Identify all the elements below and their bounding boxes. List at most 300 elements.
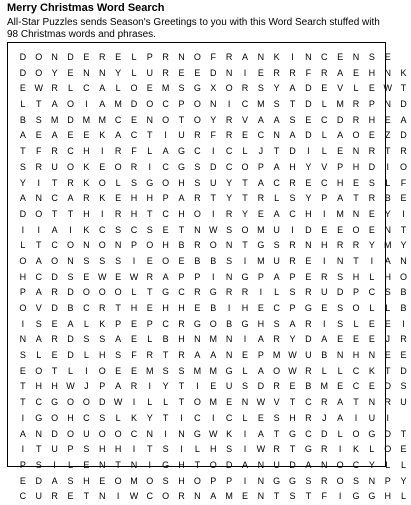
grid-letter: N	[83, 67, 90, 78]
grid-letter: C	[273, 177, 280, 188]
grid-letter: E	[51, 318, 58, 329]
grid-letter: O	[193, 114, 201, 125]
grid-letter: S	[146, 224, 153, 235]
grid-letter: L	[242, 146, 248, 157]
grid-letter: G	[273, 475, 281, 486]
grid-letter: P	[289, 303, 296, 313]
grid-letter: R	[114, 208, 122, 219]
grid-letter: W	[129, 271, 139, 282]
grid-letter: R	[400, 334, 407, 345]
grid-letter: E	[67, 130, 74, 141]
grid-letter: T	[147, 208, 153, 219]
grid-letter: T	[36, 240, 42, 251]
grid-letter: O	[67, 240, 75, 251]
grid-letter: I	[291, 52, 294, 62]
grid-letter: E	[400, 444, 407, 455]
grid-letter: H	[352, 271, 360, 282]
grid-letter: C	[35, 271, 43, 282]
grid-letter: P	[67, 444, 74, 455]
grid-letter: I	[132, 397, 136, 408]
grid-letter: A	[51, 130, 58, 141]
grid-letter: L	[115, 412, 121, 423]
grid-letter: A	[210, 491, 217, 502]
grid-letter: Y	[368, 459, 375, 470]
grid-letter: T	[162, 350, 169, 361]
grid-letter: A	[337, 67, 344, 78]
grid-letter: B	[67, 303, 74, 313]
grid-letter: O	[67, 428, 75, 439]
grid-letter: C	[305, 428, 312, 439]
grid-letter: Z	[384, 130, 391, 141]
grid-letter: Y	[241, 208, 248, 219]
grid-letter: K	[83, 161, 90, 172]
grid-letter: D	[67, 350, 74, 361]
grid-letter: C	[146, 491, 154, 502]
grid-letter: L	[337, 365, 343, 376]
grid-letter: E	[146, 303, 153, 313]
grid-letter: R	[241, 287, 249, 298]
grid-letter: O	[67, 99, 75, 110]
grid-letter: R	[130, 161, 138, 172]
grid-letter: F	[210, 130, 216, 141]
grid-letter: R	[273, 334, 280, 345]
grid-letter: T	[305, 491, 312, 502]
grid-letter: A	[257, 365, 264, 376]
grid-letter: T	[400, 83, 407, 94]
grid-letter: I	[164, 428, 167, 439]
grid-letter: T	[20, 397, 26, 408]
grid-letter: R	[321, 397, 328, 408]
grid-letter: M	[320, 381, 328, 392]
grid-letter: S	[337, 318, 344, 329]
grid-letter: T	[147, 130, 153, 141]
grid-letter: S	[99, 334, 106, 345]
grid-letter: U	[225, 381, 233, 392]
grid-letter: C	[194, 412, 201, 423]
grid-letter: C	[273, 303, 280, 313]
grid-letter: A	[273, 161, 280, 172]
grid-letter: U	[368, 412, 376, 423]
grid-letter: R	[321, 444, 328, 455]
grid-letter: R	[241, 83, 249, 94]
grid-letter: P	[289, 271, 296, 282]
grid-letter: U	[178, 130, 185, 141]
grid-letter: S	[162, 444, 169, 455]
grid-letter: S	[289, 491, 296, 502]
grid-row	[15, 223, 407, 239]
grid-letter: P	[352, 287, 359, 298]
grid-letter: J	[385, 334, 390, 345]
grid-letter: A	[384, 255, 391, 266]
grid-letter: E	[19, 365, 26, 376]
grid-letter: I	[164, 130, 167, 141]
grid-letter: A	[19, 428, 26, 439]
grid-letter: I	[386, 161, 389, 172]
grid-letter: A	[35, 334, 42, 345]
grid-letter: E	[83, 130, 90, 141]
grid-letter: U	[273, 224, 280, 235]
grid-letter: M	[209, 397, 217, 408]
grid-letter: U	[209, 177, 217, 188]
grid-letter: D	[19, 208, 27, 219]
grid-row	[15, 411, 389, 427]
grid-letter: M	[209, 334, 217, 345]
grid-letter: A	[337, 193, 344, 204]
grid-letter: D	[368, 161, 376, 172]
grid-letter: R	[305, 365, 312, 376]
grid-row	[15, 427, 407, 443]
grid-letter: I	[243, 255, 247, 266]
grid-letter: E	[321, 303, 328, 313]
grid-letter: R	[289, 255, 296, 266]
grid-letter: A	[289, 83, 296, 94]
grid-letter: N	[384, 99, 391, 110]
grid-letter: R	[336, 240, 344, 251]
grid-letter: E	[337, 334, 344, 345]
grid-letter: T	[115, 459, 121, 470]
grid-letter: O	[273, 365, 281, 376]
grid-letter: C	[114, 114, 122, 125]
grid-letter: E	[115, 365, 122, 376]
grid-letter: P	[19, 287, 26, 298]
grid-letter: G	[289, 475, 297, 486]
grid-letter: F	[131, 146, 137, 157]
grid-letter: T	[178, 224, 185, 235]
grid-letter: N	[241, 397, 249, 408]
grid-letter: W	[383, 83, 392, 94]
grid-letter: O	[35, 365, 43, 376]
grid-letter: L	[115, 83, 121, 94]
grid-row	[15, 458, 407, 474]
grid-row	[15, 301, 407, 317]
grid-letter: I	[21, 412, 25, 423]
grid-letter: B	[321, 350, 328, 361]
grid-letter: T	[242, 193, 248, 204]
grid-letter: E	[368, 334, 375, 345]
grid-letter: L	[385, 303, 391, 313]
grid-letter: O	[98, 240, 106, 251]
grid-letter: N	[305, 240, 312, 251]
grid-letter: C	[162, 161, 169, 172]
grid-letter: A	[35, 287, 42, 298]
grid-letter: R	[289, 240, 296, 251]
grid-letter: J	[84, 381, 89, 392]
grid-letter: L	[83, 350, 89, 361]
grid-letter: O	[19, 303, 27, 313]
grid-letter: E	[162, 224, 169, 235]
grid-letter: Y	[226, 193, 233, 204]
grid-letter: S	[99, 255, 106, 266]
grid-letter: G	[241, 318, 249, 329]
grid-letter: C	[83, 412, 90, 423]
grid-letter: B	[400, 303, 407, 313]
grid-letter: U	[83, 428, 90, 439]
grid-letter: O	[162, 177, 170, 188]
grid-letter: A	[115, 381, 122, 392]
grid-letter: T	[51, 177, 58, 188]
grid-letter: S	[289, 193, 296, 204]
grid-letter: N	[209, 99, 217, 110]
grid-letter: E	[178, 67, 185, 78]
grid-letter: N	[257, 475, 265, 486]
grid-letter: I	[21, 224, 25, 235]
grid-letter: T	[147, 287, 153, 298]
grid-letter: Y	[400, 475, 407, 486]
grid-letter: N	[19, 334, 27, 345]
grid-letter: H	[321, 240, 328, 251]
grid-letter: D	[19, 67, 27, 78]
grid-letter: C	[368, 287, 376, 298]
grid-letter: T	[36, 444, 42, 455]
grid-letter: L	[385, 459, 391, 470]
grid-letter: S	[19, 350, 26, 361]
grid-letter: D	[130, 99, 138, 110]
grid-letter: H	[98, 350, 106, 361]
grid-letter: R	[257, 193, 265, 204]
grid-letter: R	[368, 193, 376, 204]
grid-letter: A	[194, 350, 201, 361]
grid-letter: I	[100, 208, 104, 219]
grid-letter: K	[83, 224, 90, 235]
grid-letter: B	[226, 318, 233, 329]
grid-letter: T	[36, 99, 42, 110]
grid-letter: H	[162, 240, 169, 251]
grid-letter: Y	[115, 67, 122, 78]
grid-letter: A	[321, 334, 328, 345]
grid-letter: H	[114, 444, 122, 455]
grid-letter: G	[289, 428, 297, 439]
grid-letter: S	[99, 412, 106, 423]
grid-letter: M	[257, 224, 265, 235]
grid-letter: N	[400, 255, 407, 266]
grid-letter: C	[352, 365, 360, 376]
grid-letter: O	[82, 397, 90, 408]
grid-row	[15, 144, 407, 160]
grid-letter: P	[257, 161, 264, 172]
grid-letter: F	[210, 52, 216, 62]
grid-letter: V	[321, 161, 328, 172]
grid-letter: I	[211, 271, 215, 282]
grid-letter: C	[19, 491, 27, 502]
grid-letter: O	[98, 177, 106, 188]
grid-letter: T	[273, 491, 280, 502]
grid-letter: I	[338, 491, 342, 502]
grid-letter: W	[208, 224, 218, 235]
grid-letter: S	[83, 334, 90, 345]
grid-letter: I	[227, 303, 231, 313]
grid-letter: E	[130, 114, 137, 125]
grid-letter: S	[289, 287, 296, 298]
grid-letter: D	[19, 52, 27, 62]
grid-letter: N	[368, 397, 376, 408]
grid-letter: N	[35, 428, 43, 439]
grid-letter: C	[321, 52, 328, 62]
grid-letter: O	[51, 412, 59, 423]
grid-letter: R	[98, 52, 106, 62]
grid-letter: B	[210, 255, 217, 266]
grid-letter: N	[273, 130, 280, 141]
grid-letter: N	[225, 271, 233, 282]
grid-row	[15, 66, 407, 82]
grid-letter: N	[352, 146, 360, 157]
grid-letter: T	[273, 146, 280, 157]
grid-letter: T	[400, 428, 407, 439]
grid-letter: I	[37, 177, 41, 188]
grid-letter: R	[194, 287, 201, 298]
grid-letter: L	[20, 99, 26, 110]
grid-letter: A	[99, 83, 106, 94]
grid-letter: E	[67, 67, 74, 78]
grid-letter: C	[51, 193, 58, 204]
grid-letter: N	[321, 459, 328, 470]
grid-letter: O	[114, 428, 122, 439]
grid-letter: B	[210, 303, 217, 313]
grid-letter: T	[162, 412, 169, 423]
grid-letter: G	[225, 365, 233, 376]
grid-letter: E	[194, 67, 201, 78]
grid-letter: S	[257, 83, 264, 94]
grid-letter: S	[67, 475, 74, 486]
grid-letter: W	[129, 491, 139, 502]
grid-letter: D	[321, 428, 328, 439]
grid-letter: T	[289, 397, 296, 408]
grid-letter: M	[257, 99, 265, 110]
grid-letter: R	[83, 193, 90, 204]
grid-letter: N	[35, 193, 43, 204]
grid-letter: D	[51, 271, 58, 282]
grid-letter: S	[384, 287, 391, 298]
grid-letter: R	[225, 52, 233, 62]
grid-letter: L	[68, 459, 74, 470]
grid-letter: L	[321, 99, 327, 110]
grid-letter: T	[194, 459, 201, 470]
grid-letter: H	[241, 303, 249, 313]
grid-letter: S	[337, 271, 344, 282]
grid-letter: I	[211, 412, 215, 423]
grid-letter: I	[354, 412, 358, 423]
grid-letter: H	[368, 67, 376, 78]
grid-letter: A	[51, 475, 58, 486]
grid-letter: E	[83, 459, 90, 470]
grid-letter: T	[289, 444, 296, 455]
grid-letter: I	[196, 381, 199, 392]
grid-letter: U	[400, 397, 407, 408]
grid-letter: D	[98, 397, 106, 408]
grid-letter: S	[400, 381, 407, 392]
grid-letter: T	[289, 99, 296, 110]
grid-letter: A	[257, 177, 264, 188]
grid-letter: N	[352, 52, 360, 62]
grid-letter: C	[130, 130, 138, 141]
grid-letter: H	[130, 208, 138, 219]
grid-letter: R	[162, 67, 169, 78]
grid-letter: L	[68, 83, 74, 94]
grid-row	[15, 285, 407, 301]
grid-letter: F	[321, 491, 327, 502]
grid-letter: N	[257, 491, 265, 502]
grid-letter: G	[304, 303, 312, 313]
grid-letter: N	[305, 52, 312, 62]
grid-letter: E	[19, 83, 26, 94]
grid-letter: H	[178, 177, 185, 188]
grid-letter: R	[384, 397, 391, 408]
grid-letter: D	[400, 130, 407, 141]
grid-letter: E	[368, 318, 375, 329]
grid-letter: C	[321, 114, 328, 125]
grid-letter: R	[51, 146, 58, 157]
grid-letter: L	[401, 491, 407, 502]
grid-letter: P	[226, 475, 233, 486]
grid-letter: N	[368, 475, 376, 486]
grid-letter: S	[194, 177, 201, 188]
grid-letter: S	[241, 381, 248, 392]
grid-letter: E	[210, 381, 217, 392]
grid-letter: S	[273, 99, 280, 110]
grid-letter: O	[35, 52, 43, 62]
grid-letter: O	[146, 240, 154, 251]
grid-letter: C	[225, 161, 233, 172]
grid-letter: S	[35, 459, 42, 470]
grid-letter: S	[162, 475, 169, 486]
grid-letter: R	[289, 177, 296, 188]
grid-row	[15, 50, 391, 66]
grid-row	[15, 474, 407, 490]
grid-letter: E	[194, 303, 201, 313]
grid-letter: O	[19, 255, 27, 266]
grid-letter: A	[257, 334, 264, 345]
grid-letter: S	[83, 255, 90, 266]
grid-letter: I	[132, 444, 136, 455]
grid-letter: N	[194, 224, 201, 235]
grid-letter: E	[321, 224, 328, 235]
grid-letter: W	[256, 444, 266, 455]
grid-letter: F	[400, 177, 407, 188]
grid-letter: R	[273, 67, 280, 78]
grid-letter: I	[243, 428, 247, 439]
grid-letter: E	[130, 318, 137, 329]
grid-letter: M	[209, 365, 217, 376]
grid-letter: T	[210, 193, 216, 204]
grid-letter: C	[98, 224, 106, 235]
grid-letter: R	[162, 52, 169, 62]
grid-letter: N	[194, 491, 201, 502]
grid-letter: J	[258, 146, 264, 157]
grid-letter: P	[384, 475, 391, 486]
grid-letter: E	[130, 365, 137, 376]
grid-letter: D	[305, 99, 312, 110]
grid-letter: R	[368, 146, 376, 157]
grid-letter: O	[209, 459, 217, 470]
grid-letter: I	[243, 475, 247, 486]
grid-letter: O	[400, 161, 408, 172]
grid-letter: H	[51, 381, 58, 392]
grid-letter: R	[321, 271, 328, 282]
grid-letter: I	[53, 459, 56, 470]
grid-letter: A	[162, 146, 169, 157]
grid-letter: D	[400, 365, 407, 376]
grid-letter: E	[368, 83, 375, 94]
grid-letter: B	[19, 114, 26, 125]
grid-letter: D	[67, 334, 74, 345]
grid-letter: L	[163, 397, 169, 408]
grid-letter: G	[35, 412, 43, 423]
grid-letter: R	[273, 381, 280, 392]
grid-letter: S	[273, 318, 280, 329]
grid-letter: M	[336, 208, 344, 219]
grid-letter: E	[400, 350, 407, 361]
grid-letter: P	[115, 318, 122, 329]
grid-letter: H	[130, 193, 138, 204]
